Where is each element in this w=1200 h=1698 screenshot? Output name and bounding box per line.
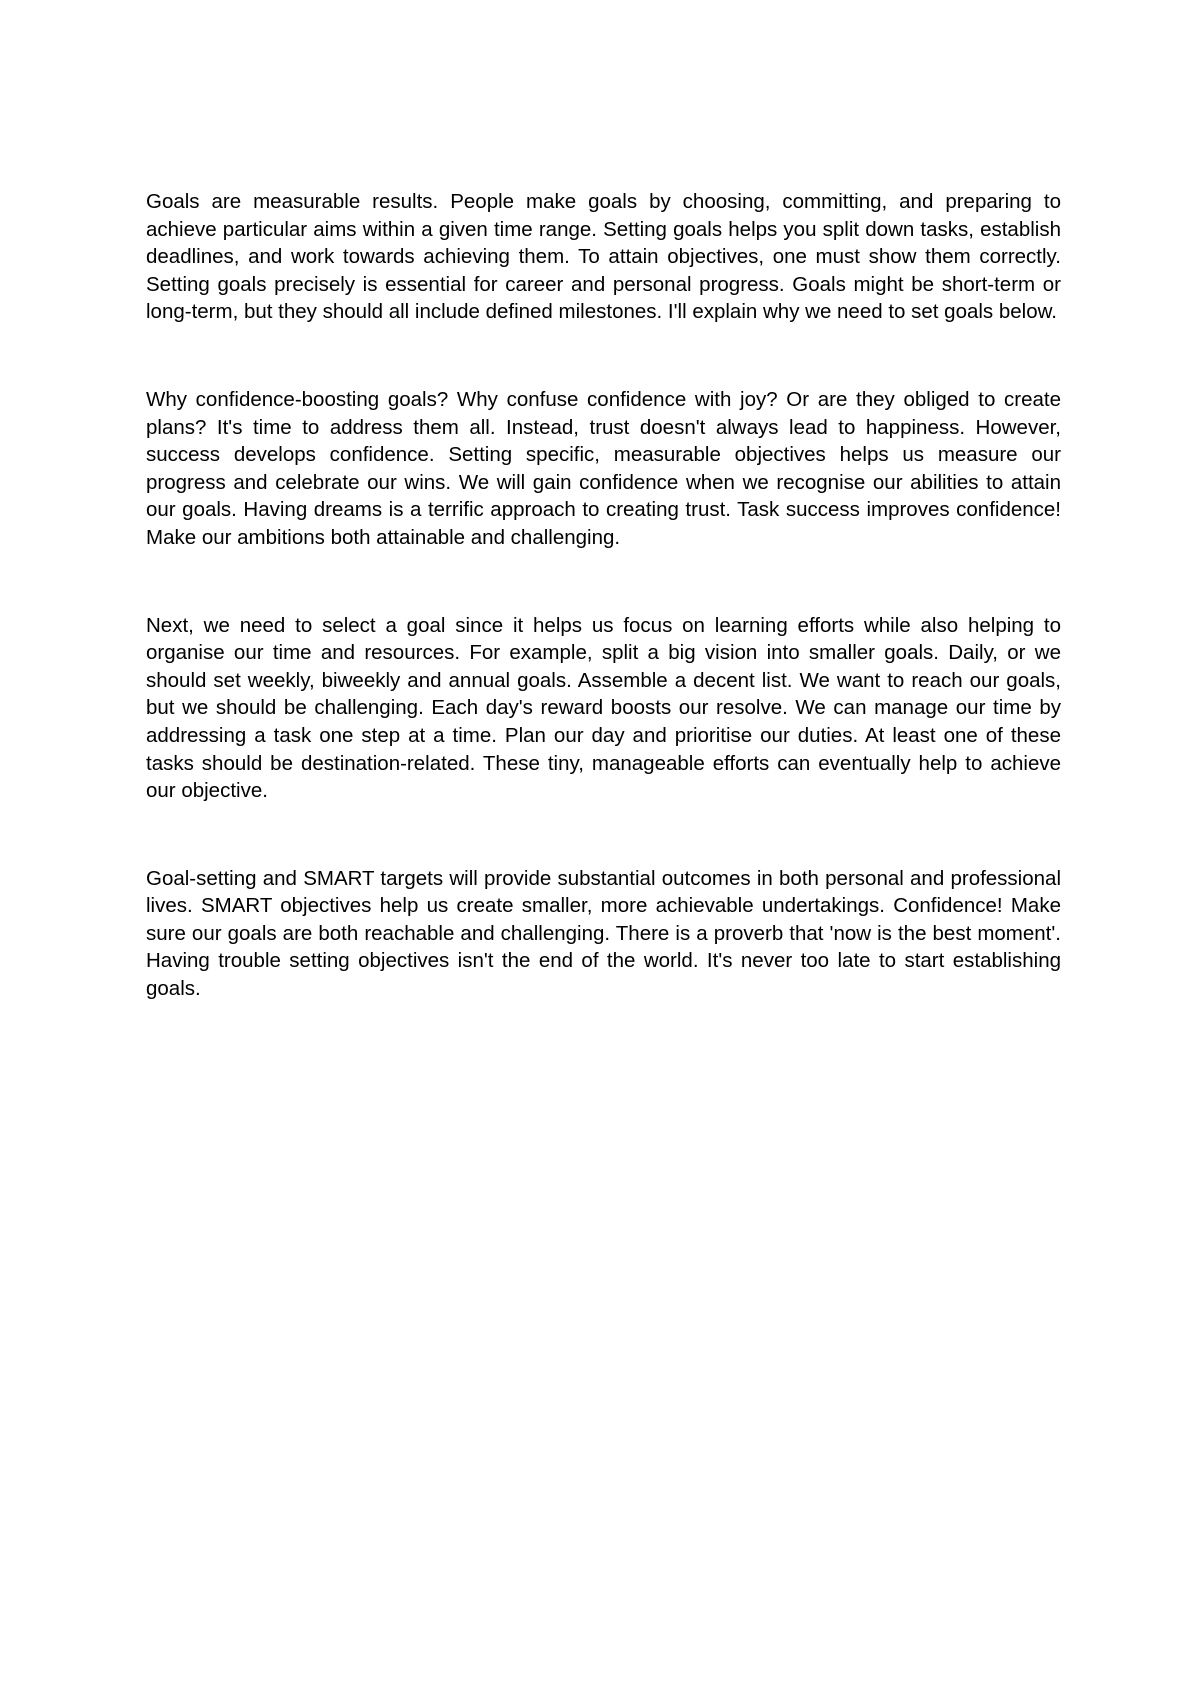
paragraph-select-goal: Next, we need to select a goal since it helps us focus on learning efforts while also helping to organise our time and resources. For example, split a big vision into smaller goals. Daily, or we should set weekly, biweekly and annual goals. Assemble a decent list. We want to reach our goals, but we should be challenging. Each day's reward boosts our resolve. We can manage our time by addressing a task one step at a time. Plan our day and prioritise our duties. At least one of these tasks should be destination-related. These tiny, manageable efforts can eventually help to achieve our objective.	[146, 613, 1061, 803]
paragraph-intro: Goals are measurable results. People make goals by choosing, committing, and preparing to achieve particular aims within a given time range. Setting goals helps you split down tasks, establish deadlines, and work towards achieving them. To attain objectives, one must show them correctly. Setting goals precisely is essential for career and personal progress. Goals might be short-term or long-term, but they should all include defined milestones. I'll explain why we need to set goals below.	[146, 190, 1061, 324]
document-body	[146, 188, 1061, 1003]
paragraph-smart-targets: Goal-setting and SMART targets will provide substantial outcomes in both personal and professional lives. SMART objectives help us create smaller, more achievable undertakings. Confidence! Make sure our goals are both reachable and challenging. There is a proverb that 'now is the best moment'. Having trouble setting objectives isn't the end of the world. It's never too late to start establishing goals.	[146, 866, 1061, 1001]
paragraph-confidence: Why confidence-boosting goals? Why confuse confidence with joy? Or are they obliged to create plans? It's time to address them all. Instead, trust doesn't always lead to happiness. However, success develops confidence. Setting specific, measurable objectives helps us measure our progress and celebrate our wins. We will gain confidence when we recognise our abilities to attain our goals. Having dreams is a terrific approach to creating trust. Task success improves confidence! Make our ambitions both attainable and challenging.	[146, 387, 1061, 549]
